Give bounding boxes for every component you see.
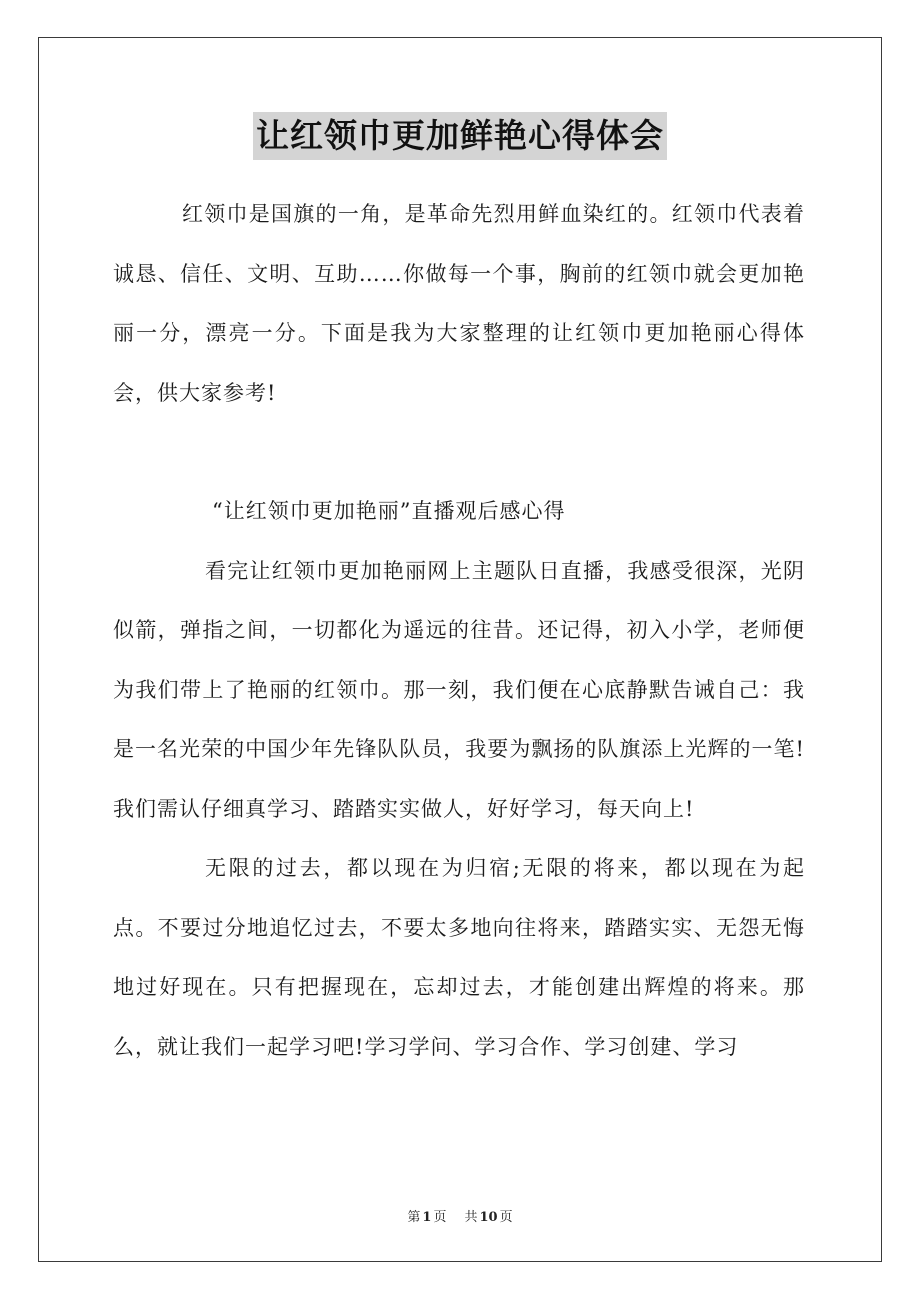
document-title: 让红领巾更加鲜艳心得体会 [253,112,667,160]
section-heading: “让红领巾更加艳丽”直播观后感心得 [212,499,566,523]
paragraph-spacer [113,423,805,482]
total-pages-number: 10 [479,1210,498,1225]
page-footer [0,1206,920,1225]
intro-paragraph: 红领巾是国旗的一角，是革命先烈用鲜血染红的。红领巾代表着诚恳、信任、文明、互助……你做每一个事，胸前的红领巾就会更加艳丽一分，漂亮一分。下面是我为大家整理的让红领巾更加艳丽心得体会，供大家参考! [113,202,805,405]
body-paragraph-2: 无限的过去，都以现在为归宿;无限的将来，都以现在为起点。不要过分地追忆过去，不要太多地向往将来，踏踏实实、无怨无悔地过好现在。只有把握现在，忘却过去，才能创建出辉煌的将来。那么，就让我们一起学习吧!学习学问、学习合作、学习创建、学习 [113,856,805,1059]
document-body [113,185,805,1077]
body-paragraph-1: 看完让红领巾更加艳丽网上主题队日直播，我感受很深，光阴似箭，弹指之间，一切都化为遥远的往昔。还记得，初入小学，老师便为我们带上了艳丽的红领巾。那一刻，我们便在心底静默告诫自己：我是一名光荣的中国少年先锋队队员，我要为飘扬的队旗添上光辉的一笔!我们需认仔细真学习、踏踏实实做人，好好学习，每天向上! [113,558,805,821]
total-unit: 页 [499,1210,513,1225]
page-unit: 页 [433,1210,447,1225]
total-prefix: 共 [464,1210,478,1225]
title-container [0,112,920,160]
current-page-number: 1 [422,1210,432,1225]
page-prefix: 第 [407,1210,421,1225]
